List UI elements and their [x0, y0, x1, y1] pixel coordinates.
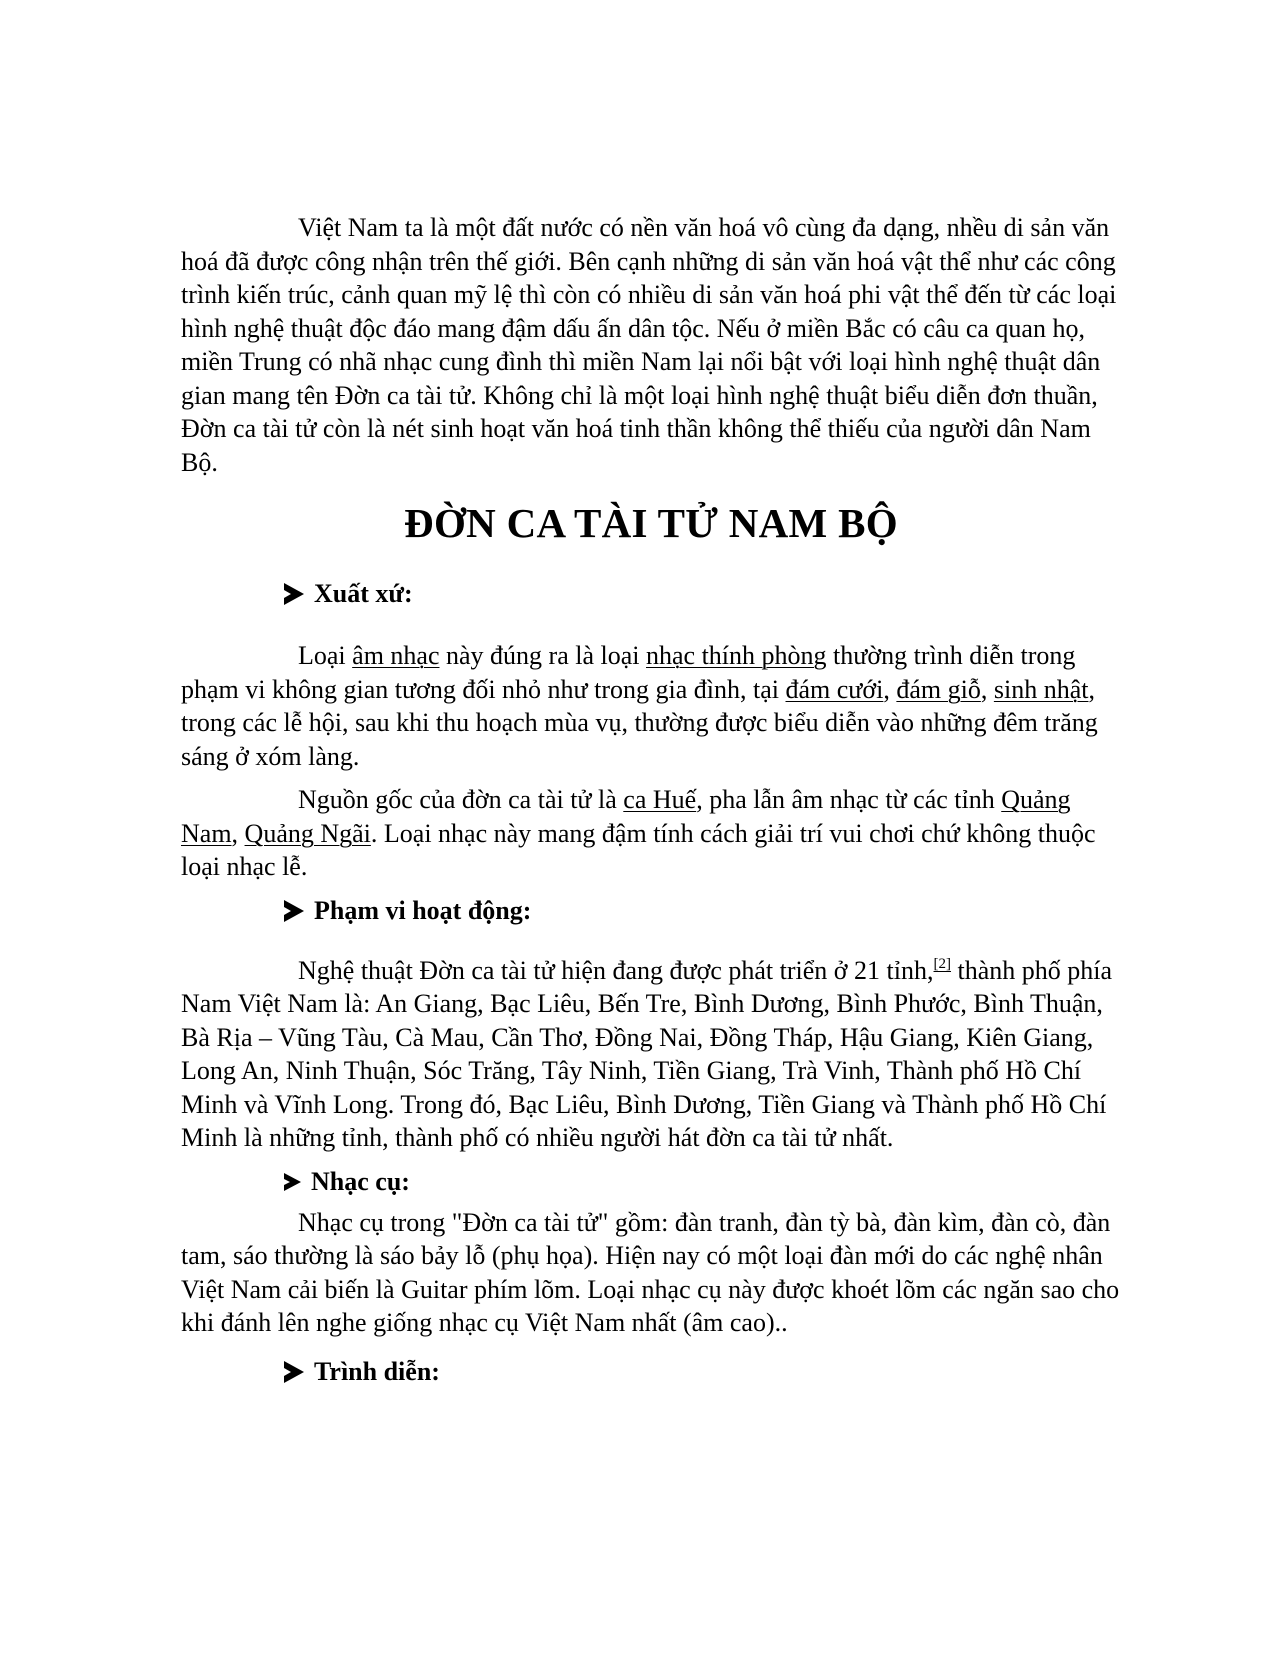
instruments-paragraph: Nhạc cụ trong "Đờn ca tài tử" gồm: đàn tranh, đàn tỳ bà, đàn kìm, đàn cò, đàn tam, sáo thường là sáo bảy lỗ (phụ họa). Hiện nay có một loại đàn mới do các nghệ nhân Việt Nam cải biến là Guitar phím lõm. Loại nhạc cụ này được khoét lõm các ngăn sao cho khi đánh lên nghe giống nhạc cụ Việt Nam nhất (âm cao).. [181, 1207, 1120, 1337]
link-sinh-nhat[interactable]: sinh nhật [993, 674, 1089, 704]
document-title: ĐỜN CA TÀI TỬ NAM BỘ [404, 500, 898, 546]
text-run: . Loại nhạc này mang đậm tính cách giải trí vui chơi chứ không thuộc loại nhạc lễ. [181, 818, 1096, 881]
heading-scope-label: Phạm vi hoạt động: [314, 895, 532, 925]
arrowhead-bullet-icon [284, 1173, 301, 1191]
text-run: , trong các lễ hội, sau khi thu hoạch mùa vụ, thường được biểu diễn vào những đêm trăng sáng ở xóm làng. [181, 674, 1098, 771]
link-nhac-thinh-phong[interactable]: nhạc thính phòng [646, 641, 827, 670]
text-run: , pha lẫn âm nhạc từ các tỉnh [696, 785, 1002, 814]
arrowhead-bullet-icon [284, 1361, 304, 1383]
link-ca-hue[interactable]: ca Huế [623, 785, 697, 814]
arrowhead-bullet-icon [284, 583, 304, 605]
text-run: Nghệ thuật Đờn ca tài tử hiện đang được phát triển ở 21 tỉnh, [298, 955, 934, 985]
link-dam-cuoi[interactable]: đám cưới [785, 674, 884, 704]
intro-paragraph: Việt Nam ta là một đất nước có nền văn hoá vô cùng đa dạng, nhều di sản văn hoá đã được công nhận trên thế giới. Bên cạnh những di sản văn hoá vật thể như các công trình kiến trúc, cảnh quan mỹ lệ thì còn có nhiều di sản văn hoá phi vật thể đến từ các loại hình nghệ thuật độc đáo mang đậm dấu ấn dân tộc. Nếu ở miền Bắc có câu ca quan họ, miền Trung có nhã nhạc cung đình thì miền Nam lại nổi bật với loại hình nghệ thuật dân gian mang tên Đờn ca tài tử. Không chỉ là một loại hình nghệ thuật biểu diễn đơn thuần, Đờn ca tài tử còn là nét sinh hoạt văn hoá tinh thần không thể thiếu của người dân Nam Bộ. [181, 213, 1117, 477]
footnote-ref-2[interactable]: [2] [933, 955, 952, 972]
heading-performance [284, 1355, 1121, 1389]
origin-paragraph-2 [181, 783, 1121, 884]
heading-instruments-label: Nhạc cụ: [311, 1166, 410, 1196]
text-run: , [231, 818, 245, 848]
text-run: , [883, 674, 897, 704]
scope-paragraph [181, 954, 1121, 1155]
text-run: thường trình diễn trong phạm vi không gian tương đối nhỏ như trong gia đình, tại [181, 641, 1076, 704]
text-run: Loại [298, 641, 353, 670]
text-run: thành phố phía Nam Việt Nam là: An Giang, Bạc Liêu, Bến Tre, Bình Dương, Bình Phước, Bình Thuận, Bà Rịa – Vũng Tàu, Cà Mau, Cần Thơ, Đồng Nai, Đồng Tháp, Hậu Giang, Kiên Giang, Long An, Ninh Thuận, Sóc Trăng, Tây Ninh, Tiền Giang, Trà Vinh, Thành phố Hồ Chí Minh và Vĩnh Long. Trong đó, Bạc Liêu, Bình Dương, Tiền Giang và Thành phố Hồ Chí Minh là những tỉnh, thành phố có nhiều người hát đờn ca tài tử nhất. [181, 955, 1113, 1152]
link-am-nhac[interactable]: âm nhạc [352, 641, 440, 670]
heading-origin-label: Xuất xứ: [314, 579, 413, 608]
link-dam-gio[interactable]: đám giỗ [896, 674, 981, 704]
origin-paragraph-1 [181, 639, 1121, 773]
text-run: , [980, 674, 994, 704]
heading-scope [284, 894, 1121, 928]
heading-origin [284, 577, 1121, 611]
document-page [181, 211, 1121, 1389]
heading-instruments [284, 1165, 1121, 1199]
arrowhead-bullet-icon [284, 900, 304, 922]
text-run: Nguồn gốc của đờn ca tài tử là [298, 785, 624, 814]
text-run: này đúng ra là loại [439, 641, 646, 670]
link-quang-ngai[interactable]: Quảng Ngãi [244, 818, 371, 848]
link-quang-nam[interactable]: Quảng Nam [181, 785, 1071, 848]
heading-performance-label: Trình diễn: [314, 1356, 440, 1386]
